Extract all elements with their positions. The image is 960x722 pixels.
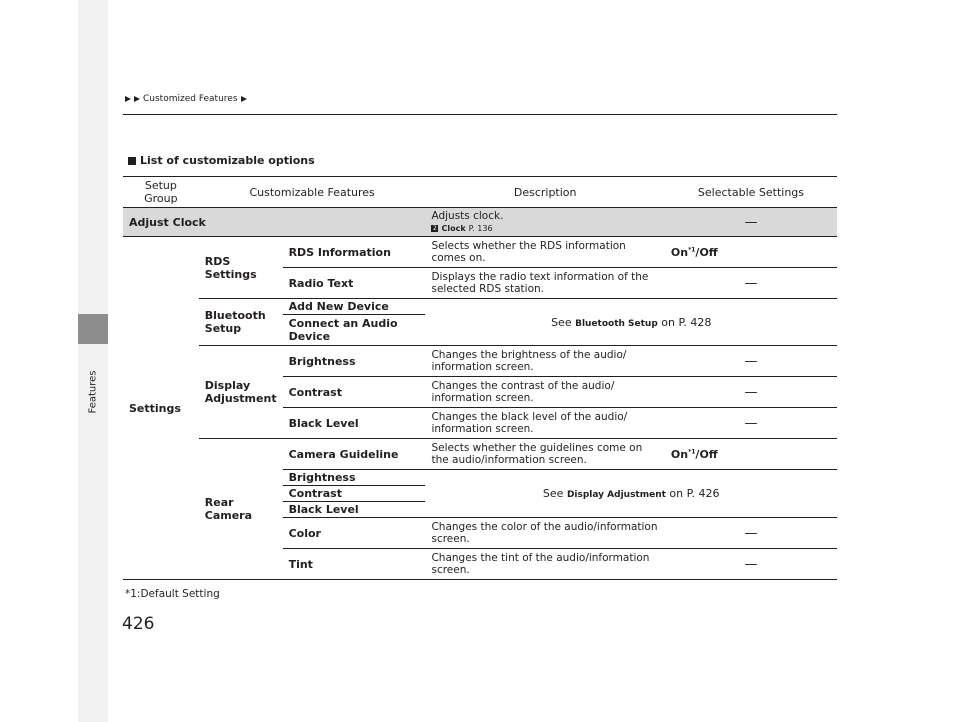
display-brightness-setting: — xyxy=(665,346,837,377)
rds-information-setting: On$^{*1}$/Off xyxy=(665,237,837,268)
rds-information-label: RDS Information xyxy=(283,237,426,268)
breadcrumb xyxy=(125,94,247,104)
sidebar-label: Features xyxy=(87,370,99,414)
header-customizable-features: Customizable Features xyxy=(199,177,426,208)
settings-group-label: Settings xyxy=(123,237,199,580)
rear-tint-desc: Changes the tint of the audio/information screen. xyxy=(425,549,664,580)
breadcrumb-arrow-icon xyxy=(134,96,140,102)
display-contrast-label: Contrast xyxy=(283,377,426,408)
sidebar xyxy=(0,0,108,722)
connect-audio-device-label: Connect an Audio Device xyxy=(283,315,426,346)
display-brightness-desc: Changes the brightness of the audio/ information screen. xyxy=(425,346,664,377)
square-bullet-icon xyxy=(128,157,136,165)
header-setup-group: Setup Group xyxy=(123,177,199,208)
display-contrast-setting: — xyxy=(665,377,837,408)
table-row-adjust-clock xyxy=(123,208,837,237)
rear-brightness-label: Brightness xyxy=(283,470,426,486)
rear-tint-label: Tint xyxy=(283,549,426,580)
breadcrumb-text[interactable]: Customized Features xyxy=(143,94,238,104)
rear-contrast-label: Contrast xyxy=(283,486,426,502)
rear-black-level-label: Black Level xyxy=(283,502,426,518)
rds-settings-label: RDS Settings xyxy=(199,237,283,299)
header-selectable-settings: Selectable Settings xyxy=(665,177,837,208)
adjust-clock-description: Adjusts clock. 2 Clock P. 136 xyxy=(425,208,664,237)
camera-guideline-label: Camera Guideline xyxy=(283,439,426,470)
rear-color-setting: — xyxy=(665,518,837,549)
rear-color-label: Color xyxy=(283,518,426,549)
header-description: Description xyxy=(425,177,664,208)
camera-guideline-setting: On$^{*1}$/Off xyxy=(665,439,837,470)
table-row xyxy=(123,439,837,470)
adjust-clock-setting: — xyxy=(665,208,837,237)
adjust-clock-label: Adjust Clock xyxy=(123,208,425,237)
header-rule xyxy=(123,114,837,115)
section-title: List of customizable options xyxy=(128,154,315,167)
rear-camera-label: Rear Camera xyxy=(199,439,283,580)
rear-color-desc: Changes the color of the audio/information screen. xyxy=(425,518,664,549)
bluetooth-see-reference[interactable]: See Bluetooth Setup on P. 428 xyxy=(425,299,837,346)
reference-arrow-icon: 2 xyxy=(433,225,437,232)
display-contrast-desc: Changes the contrast of the audio/ information screen. xyxy=(425,377,664,408)
add-new-device-label: Add New Device xyxy=(283,299,426,315)
radio-text-desc: Displays the radio text information of the selected RDS station. xyxy=(425,268,664,299)
sidebar-strip xyxy=(78,0,108,722)
clock-reference[interactable]: 2 Clock P. 136 xyxy=(433,223,493,233)
table-row xyxy=(123,237,837,268)
bluetooth-setup-label: Bluetooth Setup xyxy=(199,299,283,346)
table-header-row xyxy=(123,177,837,208)
options-table xyxy=(123,176,837,580)
sidebar-section-marker xyxy=(78,314,108,344)
breadcrumb-arrow-icon xyxy=(125,96,131,102)
radio-text-label: Radio Text xyxy=(283,268,426,299)
table-row xyxy=(123,299,837,315)
display-black-level-setting: — xyxy=(665,408,837,439)
display-black-level-desc: Changes the black level of the audio/ information screen. xyxy=(425,408,664,439)
camera-guideline-desc: Selects whether the guidelines come on the audio/information screen. xyxy=(425,439,664,470)
footnote: *1:Default Setting xyxy=(125,588,220,600)
display-black-level-label: Black Level xyxy=(283,408,426,439)
display-adjustment-label: Display Adjustment xyxy=(199,346,283,439)
breadcrumb-arrow-icon xyxy=(241,96,247,102)
page-number: 426 xyxy=(122,614,155,634)
display-adjustment-see-reference[interactable]: See Display Adjustment on P. 426 xyxy=(425,470,837,518)
table-row xyxy=(123,346,837,377)
rear-tint-setting: — xyxy=(665,549,837,580)
rds-information-desc: Selects whether the RDS information comes on. xyxy=(425,237,664,268)
display-brightness-label: Brightness xyxy=(283,346,426,377)
radio-text-setting: — xyxy=(665,268,837,299)
